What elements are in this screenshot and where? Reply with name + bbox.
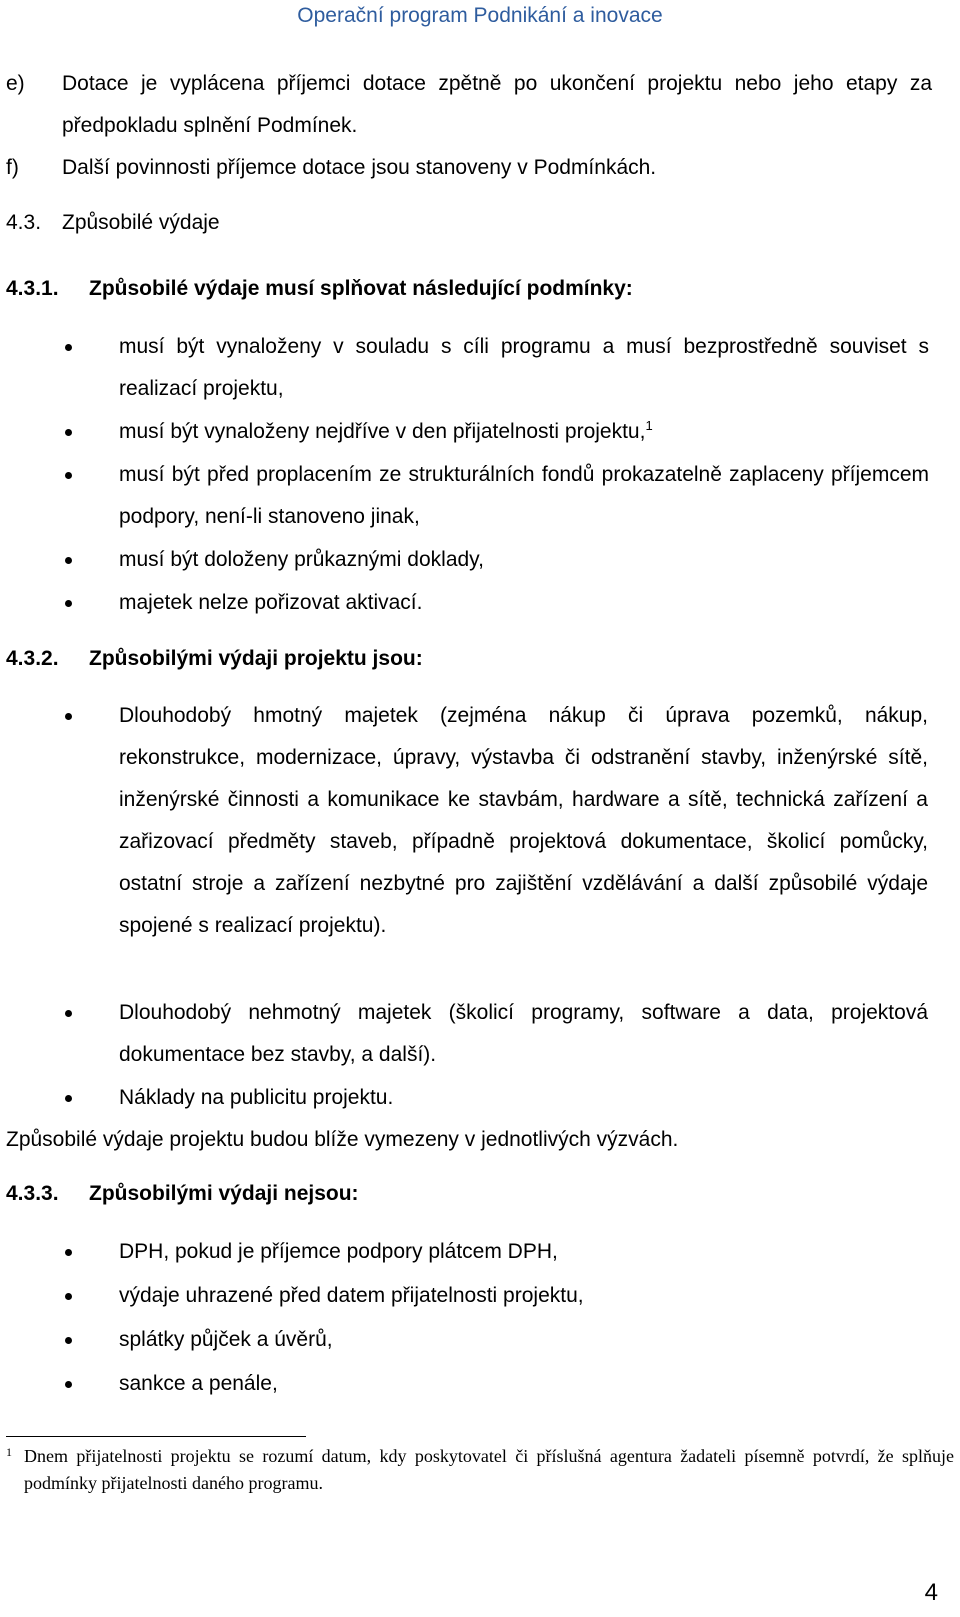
bullet-icon <box>65 429 72 436</box>
section-title: Způsobilé výdaje <box>62 211 220 234</box>
running-header: Operační program Podnikání a inovace <box>297 4 663 27</box>
sub1-item-1: musí být vynaloženy v souladu s cíli programu a musí bezprostředně souviset s realizací projektu, <box>119 335 929 400</box>
sub2-number: 4.3.2. <box>6 647 59 670</box>
footnote-ref: 1 <box>645 418 653 433</box>
sub2-item-2: Dlouhodobý nehmotný majetek (školicí programy, software a data, projektová dokumentace bez stavby, a další). <box>119 1001 928 1066</box>
bullet-icon <box>65 600 72 607</box>
sub1-title: Způsobilé výdaje musí splňovat následující podmínky: <box>89 277 633 300</box>
sub1-item-2 <box>119 411 929 453</box>
sub3-item-1: DPH, pokud je příjemce podpory plátcem DPH, <box>119 1240 558 1263</box>
sub2-title: Způsobilými výdaji projektu jsou: <box>89 647 423 670</box>
sub3-number: 4.3.3. <box>6 1182 59 1205</box>
footnote-text: Dnem přijatelnosti projektu se rozumí datum, kdy poskytovatel či příslušná agentura žadateli písemně potvrdí, že splňuje podmínky přijatelnosti daného programu. <box>24 1446 954 1493</box>
bullet-icon <box>65 1010 72 1017</box>
footnote-number: 1 <box>6 1445 12 1459</box>
sub3-title: Způsobilými výdaji nejsou: <box>89 1182 359 1205</box>
bullet-icon <box>65 1095 72 1102</box>
sub1-item-4: musí být doloženy průkaznými doklady, <box>119 548 484 571</box>
sub2-item-1: Dlouhodobý hmotný majetek (zejména nákup či úprava pozemků, nákup, rekonstrukce, modernizace, úpravy, výstavba či odstranění stavby, inženýrské sítě, inženýrské činnosti a komunikace ke stavbám, hardware a sítě, technická zařízení a zařizovací předměty staveb, případně projektová dokumentace, školicí pomůcky, ostatní stroje a zařízení nezbytné pro zajištění vzdělávání a další způsobilé výdaje spojené s realizací projektu). <box>119 704 928 937</box>
bullet-icon <box>65 1337 72 1344</box>
item-text-f: Další povinnosti příjemce dotace jsou stanoveny v Podmínkách. <box>62 156 657 179</box>
item-text-e: Dotace je vyplácena příjemci dotace zpětně po ukončení projektu nebo jeho etapy za předpokladu splnění Podmínek. <box>62 72 932 137</box>
sub3-item-4: sankce a penále, <box>119 1372 278 1395</box>
footnote <box>6 1443 954 1497</box>
footnote-separator <box>6 1436 306 1437</box>
item-label-e: e) <box>6 72 25 95</box>
bullet-icon <box>65 472 72 479</box>
bullet-icon <box>65 344 72 351</box>
bullet-icon <box>65 1381 72 1388</box>
bullet-icon <box>65 1249 72 1256</box>
sub1-item-3: musí být před proplacením ze strukturálních fondů prokazatelně zaplaceny příjemcem podpory, není-li stanoveno jinak, <box>119 463 929 528</box>
bullet-icon <box>65 1293 72 1300</box>
page-number: 4 <box>924 1579 938 1606</box>
item-label-f: f) <box>6 156 19 179</box>
sub3-item-2: výdaje uhrazené před datem přijatelnosti projektu, <box>119 1284 584 1307</box>
sub1-item-2-text: musí být vynaloženy nejdříve v den přijatelnosti projektu, <box>119 420 646 443</box>
sub3-item-3: splátky půjček a úvěrů, <box>119 1328 333 1351</box>
section-number: 4.3. <box>6 211 42 234</box>
bullet-icon <box>65 713 72 720</box>
bullet-icon <box>65 557 72 564</box>
sub1-item-5: majetek nelze pořizovat aktivací. <box>119 591 423 614</box>
sub2-item-3: Náklady na publicitu projektu. <box>119 1086 394 1109</box>
sub1-number: 4.3.1. <box>6 277 59 300</box>
sub2-note: Způsobilé výdaje projektu budou blíže vymezeny v jednotlivých výzvách. <box>6 1128 679 1151</box>
